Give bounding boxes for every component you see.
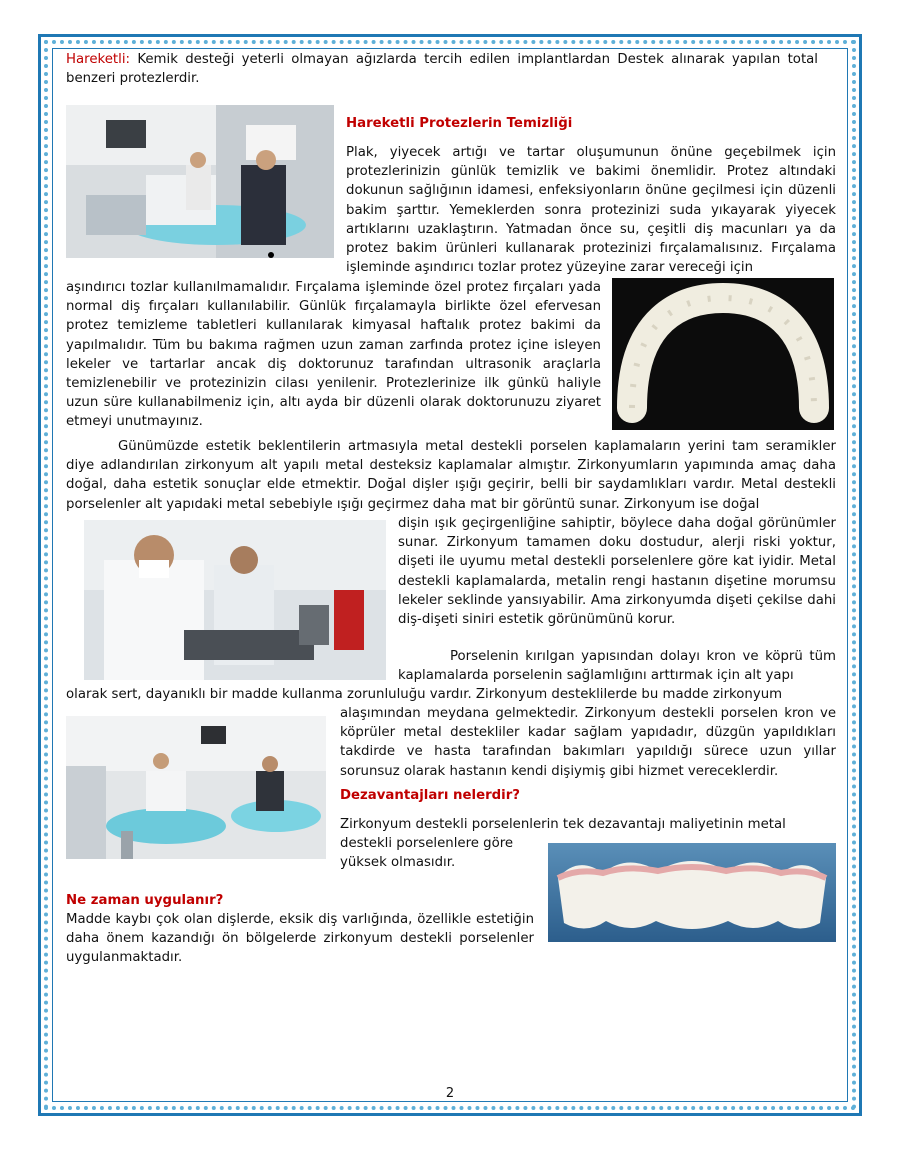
intro-label: Hareketli:	[66, 52, 130, 67]
intro-paragraph	[66, 50, 818, 88]
when-heading: Ne zaman uygulanır?	[66, 893, 224, 908]
zirconium-paragraph-2-full: olarak sert, dayanıklı bir madde kullanma zorunluluğu vardır. Zirkonyum desteklilerde bu madde zirkonyum	[66, 687, 783, 702]
zirconia-arch-photo	[612, 278, 834, 430]
zirconium-paragraph-2-rest: alaşımından meydana gelmektedir. Zirkonyum destekli porselen kron ve köprüler metal destekliler kadar sağlam yapıdadır, düzgün yapıldıkları takdirde ve hasta tarafından bakımları yapıldığı sürece uzun yıllar sorunsuz olarak hastanın kendi dişiymiş gibi hizmet vereceklerdir.	[340, 706, 836, 779]
dental-clinic-photo-1	[66, 105, 334, 258]
dental-technicians-photo	[84, 520, 386, 680]
disadvantages-heading: Dezavantajları nelerdir?	[340, 788, 521, 803]
disadvantages-line-2: destekli porselenlere göre yüksek olmasıdır.	[340, 836, 514, 871]
page-number: 2	[445, 1086, 455, 1101]
cleaning-paragraph-bottom: aşındırıcı tozlar kullanılmamalıdır. Fırçalama işleminde özel protez fırçaları yada normal diş fırçaları kullanılabilir. Günlük fırçalamayla birlikte özel efervesan protez temizleme tabletleri kullanılarak kimyasal haftalık protez bakimi da yapılmalıdır. Tüm bu bakıma rağmen uzun zaman zarfında protez içine isleyen lekeler ve tartarlar ancak diş doktorunuz tarafından ultrasonik araçlarla temizlenebilir ve protezinizin cilası yenilenir. Protezlerinize ilk günkü haliyle uzun süre kullanabilmeniz için, altı ayda bir düzenli olarak doktorunuzu ziyaret etmeyi unutmayınız.	[66, 280, 601, 430]
zirconia-crowns-photo	[548, 843, 836, 942]
zirconium-paragraph-2-side: Porselenin kırılgan yapısından dolayı kron ve köprü tüm kaplamalarda porselenin sağlamlığını arttırmak için alt yapı	[398, 649, 836, 684]
intro-text: Kemik desteği yeterli olmayan ağızlarda tercih edilen implantlardan Destek alınarak yapılan total benzeri protezlerdir.	[66, 52, 818, 87]
when-paragraph: Madde kaybı çok olan dişlerde, eksik diş varlığında, özellikle estetiğin daha önem kazandığı ön bölgelerde zirkonyum destekli porselenler uygulanmaktadır.	[66, 912, 534, 966]
cleaning-paragraph-top: Plak, yiyecek artığı ve tartar oluşumunun önüne geçebilmek için protezlerinizin günlük temizlik ve bakimi önemlidir. Protez altındaki dokunun sağlığının idamesi, enfeksiyonların önüne geçilmesi için düzenli bakim şarttır. Yemeklerden sonra protezinizi suda yıkayarak yiyecek artıklarını uzaklaştırın. Yatmadan önce su, çeşitli diş macunları ya da protez bakim ürünleri kullanarak protezinizi fırçalamalısınız. Fırçalama işleminde aşındırıcı tozlar protez yüzeyine zarar vereceği için	[346, 145, 836, 276]
zirconium-paragraph-1-side: dişin ışık geçirgenliğine sahiptir, böylece daha doğal görünümler sunar. Zirkonyum tamamen doku dostudur, alerji riski yoktur, dişeti ile uyumu metal destekli porselenlere göre kat iyidir. Metal destekli kaplamalarda, metalin rengi hastanın dişetine morumsu lekeler seklinde yansıyabilir. Ama zirkonyumda dişeti çekilse dahi diş-dişeti siniri estetik görünümünü korur.	[398, 516, 836, 628]
dental-clinic-photo-2	[66, 716, 326, 859]
zirconium-paragraph-1: Günümüzde estetik beklentilerin artmasıyla metal destekli porselen kaplamaların yerini tam seramikler diye adlandırılan zirkonyum alt yapılı metal desteksiz kaplamalar almıştır. Zirkonyumların yapımında amaç daha doğal, daha estetik sonuçlar elde etmektir. Doğal dişler ışığı geçirir, belli bir saydamlıkları vardır. Metal destekli porselenler alt yapıdaki metal sebebiyle ışığı geçirmez daha mat bir görüntü sunar. Zirkonyum ise doğal	[66, 439, 836, 512]
cleaning-heading: Hareketli Protezlerin Temizliği	[346, 116, 573, 131]
disadvantages-line-1: Zirkonyum destekli porselenlerin tek dezavantajı maliyetinin metal	[340, 817, 786, 832]
